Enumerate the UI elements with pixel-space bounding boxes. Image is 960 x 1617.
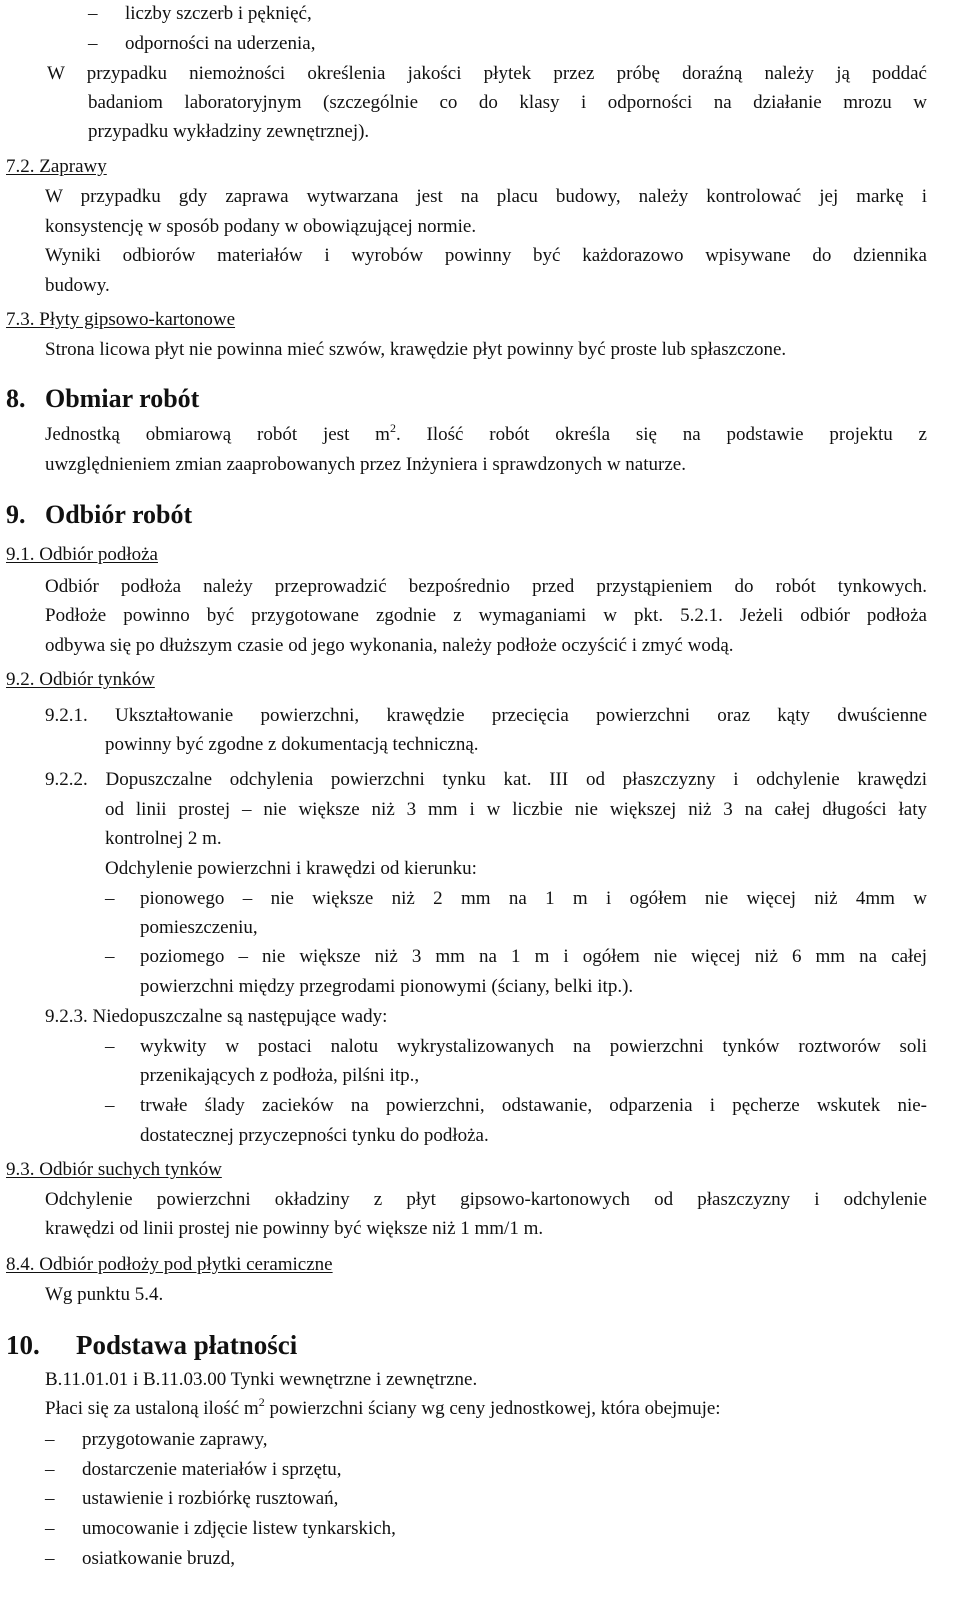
- paragraph-line: Odchylenie powierzchni okładziny z płyt gipsowo-kartonowych od płaszczyzny i odchylenie: [45, 1189, 927, 1210]
- subsection-heading-7-2: 7.2. Zaprawy: [6, 156, 107, 177]
- paragraph-line: B.11.01.01 i B.11.03.00 Tynki wewnętrzne i zewnętrzne.: [45, 1369, 478, 1390]
- list-item-continuation: dostatecznej przyczepności tynku do podłoża.: [140, 1125, 489, 1146]
- list-item-continuation: przenikających z podłoża, pilśni itp.,: [140, 1065, 420, 1086]
- section-heading-9: Odbiór robót: [45, 500, 193, 529]
- paragraph-line: krawędzi od linii prostej nie powinny być większe niż 1 mm/1 m.: [45, 1218, 544, 1239]
- paragraph-line: Wyniki odbiorów materiałów i wyrobów powinny być każdorazowo wpisywane do dziennika: [45, 245, 927, 266]
- paragraph-line: badaniom laboratoryjnym (szczególnie co do klasy i odporności na działanie mrozu w: [88, 92, 927, 113]
- paragraph-line: 9.2.2. Dopuszczalne odchylenia powierzchni tynku kat. III od płaszczyzny i odchylenie krawędzi: [45, 769, 927, 790]
- paragraph-line: Strona licowa płyt nie powinna mieć szwów, krawędzie płyt powinny być proste lub spłaszczone.: [45, 339, 787, 360]
- list-dash: –: [105, 1095, 115, 1116]
- paragraph-line: odbywa się po dłuższym czasie od jego wykonania, należy podłoże oczyścić i zmyć wodą.: [45, 635, 734, 656]
- list-dash: –: [105, 1036, 115, 1057]
- paragraph-line: Płaci się za ustaloną ilość $m^2$ powierzchni ściany wg ceny jednostkowej, która obejmuje:: [45, 1395, 721, 1419]
- paragraph-line: Wg punktu 5.4.: [45, 1284, 164, 1305]
- list-item: liczby szczerb i pęknięć,: [125, 3, 312, 24]
- section-number-9: 9.: [6, 500, 26, 529]
- paragraph-line: kontrolnej 2 m.: [105, 828, 222, 849]
- paragraph-line: przypadku wykładziny zewnętrznej).: [88, 121, 370, 142]
- section-number-10: 10.: [6, 1330, 40, 1360]
- list-item: dostarczenie materiałów i sprzętu,: [82, 1459, 342, 1480]
- paragraph-line: W przypadku niemożności określenia jakości płytek przez próbę doraźną należy ją poddać: [47, 63, 927, 84]
- list-item: trwałe ślady zacieków na powierzchni, odstawanie, odparzenia i pęcherze wskutek nie-: [140, 1095, 927, 1116]
- paragraph-line: uwzględnieniem zmian zaaprobowanych przez Inżyniera i sprawdzonych w naturze.: [45, 454, 686, 475]
- list-dash: –: [45, 1488, 55, 1509]
- paragraph-line: Podłoże powinno być przygotowane zgodnie z wymaganiami w pkt. 5.2.1. Jeżeli odbiór podłoża: [45, 605, 927, 626]
- list-item: umocowanie i zdjęcie listew tynkarskich,: [82, 1518, 396, 1539]
- paragraph-line: 9.2.1. Ukształtowanie powierzchni, krawędzie przecięcia powierzchni oraz kąty dwuścienne: [45, 705, 927, 726]
- list-item-continuation: powierzchni między przegrodami pionowymi (ściany, belki itp.).: [140, 976, 634, 997]
- list-item: przygotowanie zaprawy,: [82, 1429, 268, 1450]
- list-item: ustawienie i rozbiórkę rusztowań,: [82, 1488, 339, 1509]
- list-dash: –: [45, 1459, 55, 1480]
- paragraph-line: budowy.: [45, 275, 110, 296]
- paragraph-line: Odchylenie powierzchni i krawędzi od kierunku:: [105, 858, 477, 879]
- list-item: poziomego – nie większe niż 3 mm na 1 m i ogółem nie więcej niż 6 mm na całej: [140, 946, 927, 967]
- paragraph-line: 9.2.3. Niedopuszczalne są następujące wady:: [45, 1006, 388, 1027]
- paragraph-line: Jednostką obmiarową robót jest $m^2$. Ilość robót określa się na podstawie projektu z: [45, 421, 927, 445]
- subsection-heading-9-2: 9.2. Odbiór tynków: [6, 669, 155, 690]
- list-dash: –: [88, 33, 98, 54]
- section-heading-10: Podstawa płatności: [76, 1330, 298, 1360]
- section-number-8: 8.: [6, 384, 26, 413]
- list-item: pionowego – nie większe niż 2 mm na 1 m i ogółem nie więcej niż 4mm w: [140, 888, 927, 909]
- paragraph-line: Odbiór podłoża należy przeprowadzić bezpośrednio przed przystąpieniem do robót tynkowych.: [45, 576, 927, 597]
- list-dash: –: [88, 3, 98, 24]
- list-item: odporności na uderzenia,: [125, 33, 316, 54]
- list-dash: –: [105, 946, 115, 967]
- list-dash: –: [45, 1429, 55, 1450]
- list-item: wykwity w postaci nalotu wykrystalizowanych na powierzchni tynków roztworów soli: [140, 1036, 927, 1057]
- section-heading-8: Obmiar robót: [45, 384, 200, 413]
- subsection-heading-7-3: 7.3. Płyty gipsowo-kartonowe: [6, 309, 236, 330]
- subsection-heading-9-3: 9.3. Odbiór suchych tynków: [6, 1159, 222, 1180]
- list-dash: –: [45, 1548, 55, 1569]
- paragraph-line: W przypadku gdy zaprawa wytwarzana jest na placu budowy, należy kontrolować jej markę i: [45, 186, 927, 207]
- paragraph-line: powinny być zgodne z dokumentacją techniczną.: [105, 734, 479, 755]
- paragraph-line: od linii prostej – nie większe niż 3 mm i w liczbie nie większej niż 3 na całej długości łaty: [105, 799, 927, 820]
- list-dash: –: [105, 888, 115, 909]
- list-dash: –: [45, 1518, 55, 1539]
- subsection-heading-9-1: 9.1. Odbiór podłoża: [6, 544, 158, 565]
- list-item-continuation: pomieszczeniu,: [140, 917, 258, 938]
- subsection-heading-8-4: 8.4. Odbiór podłoży pod płytki ceramiczne: [6, 1254, 333, 1275]
- paragraph-line: konsystencję w sposób podany w obowiązującej normie.: [45, 216, 477, 237]
- list-item: osiatkowanie bruzd,: [82, 1548, 236, 1569]
